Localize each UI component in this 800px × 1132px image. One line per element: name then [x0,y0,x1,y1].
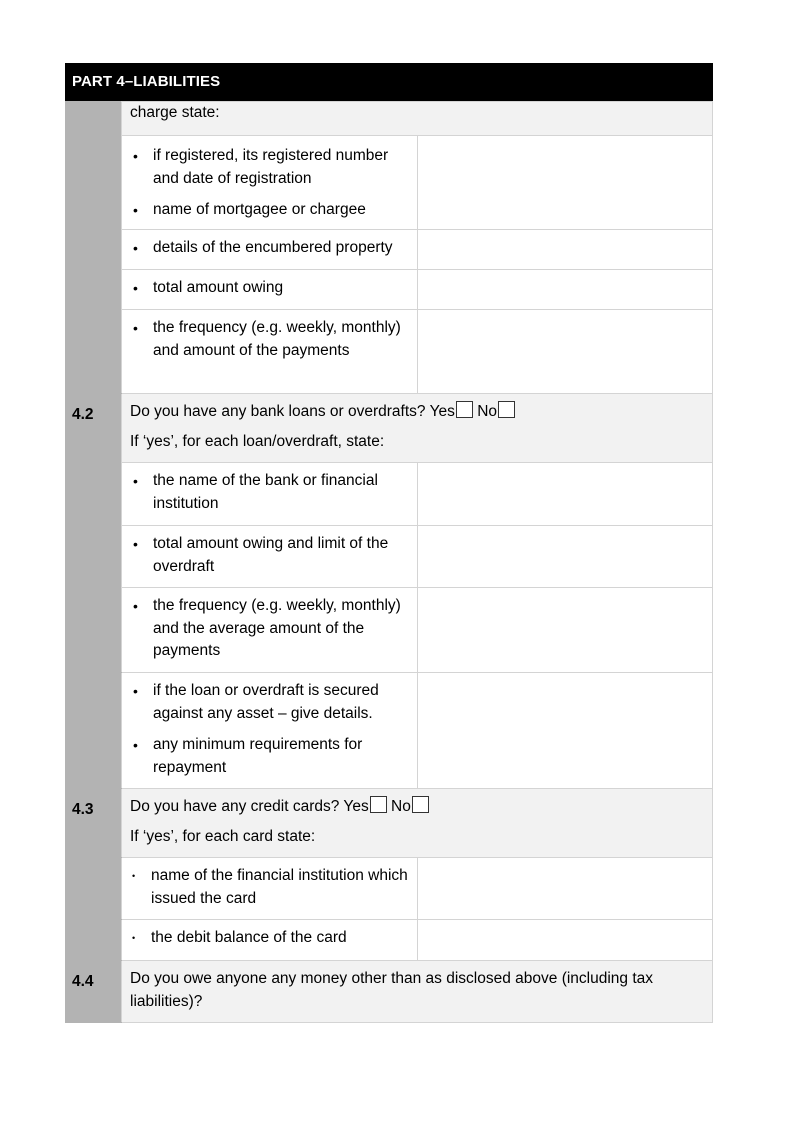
question-text: Do you have any credit cards? [130,798,340,815]
list-item: • total amount owing [130,277,409,300]
list-item: • the frequency (e.g. weekly, monthly) and the average amount of the payments [130,595,409,663]
question-text: Do you have any bank loans or overdrafts? [130,403,426,420]
list-item: • name of mortgagee or chargee [130,199,409,222]
list-item: • total amount owing and limit of the overdraft [130,533,409,578]
liabilities-table [65,101,713,1023]
answer-field[interactable] [417,230,713,270]
answer-field[interactable] [417,920,713,961]
item-cell [122,920,418,961]
yes-label: Yes [429,403,455,420]
answer-field[interactable] [417,136,713,230]
no-label: No [477,403,498,420]
list-item: • if registered, its registered number and date of registration [130,145,409,190]
section-header [65,63,713,101]
answer-field[interactable] [417,588,713,673]
question-text: Do you owe anyone any money other than as disclosed above (including tax liabilities)? [130,970,654,1010]
answer-field[interactable] [417,526,713,588]
answer-field[interactable] [417,310,713,394]
no-checkbox[interactable] [498,401,515,418]
form-page [65,63,713,1023]
yes-checkbox[interactable] [456,401,473,418]
followup-text: If ‘yes’, for each card state: [130,827,316,845]
question-text: charge state: [122,102,713,136]
section-title: PART 4–LIABILITIES [72,73,221,90]
question-number: 4.4 [66,961,122,1023]
item-cell [122,673,418,789]
list-item: • if the loan or overdraft is secured against any asset – give details. [130,680,409,725]
answer-field[interactable] [417,270,713,310]
no-label: No [391,798,411,815]
item-cell [122,310,418,394]
list-item: • name of the financial institution which issued the card [130,865,409,910]
answer-field[interactable] [417,858,713,920]
row-number-cell [66,673,122,789]
list-item: • details of the encumbered property [130,237,409,260]
question-number: 4.2 [66,394,122,673]
item-cell [122,230,418,270]
item-cell [122,858,418,920]
question-cell [122,394,713,463]
item-cell [122,136,418,230]
yes-label: Yes [343,798,369,815]
item-cell [122,588,418,673]
yes-checkbox[interactable] [370,796,387,813]
item-cell [122,270,418,310]
no-checkbox[interactable] [412,796,429,813]
row-number-cell [66,920,122,961]
question-cell [122,961,713,1023]
followup-text: If ‘yes’, for each loan/overdraft, state: [130,432,385,450]
row-number-cell [66,858,122,920]
list-item: • any minimum requirements for repayment [130,734,409,779]
list-item: • the name of the bank or financial institution [130,470,409,515]
list-item: • the debit balance of the card [130,927,409,950]
answer-field[interactable] [417,673,713,789]
list-item: • the frequency (e.g. weekly, monthly) and amount of the payments [130,317,409,362]
row-number-cell [66,102,122,394]
item-cell [122,463,418,526]
answer-field[interactable] [417,463,713,526]
question-number: 4.3 [66,789,122,858]
item-cell [122,526,418,588]
question-cell [122,789,713,858]
